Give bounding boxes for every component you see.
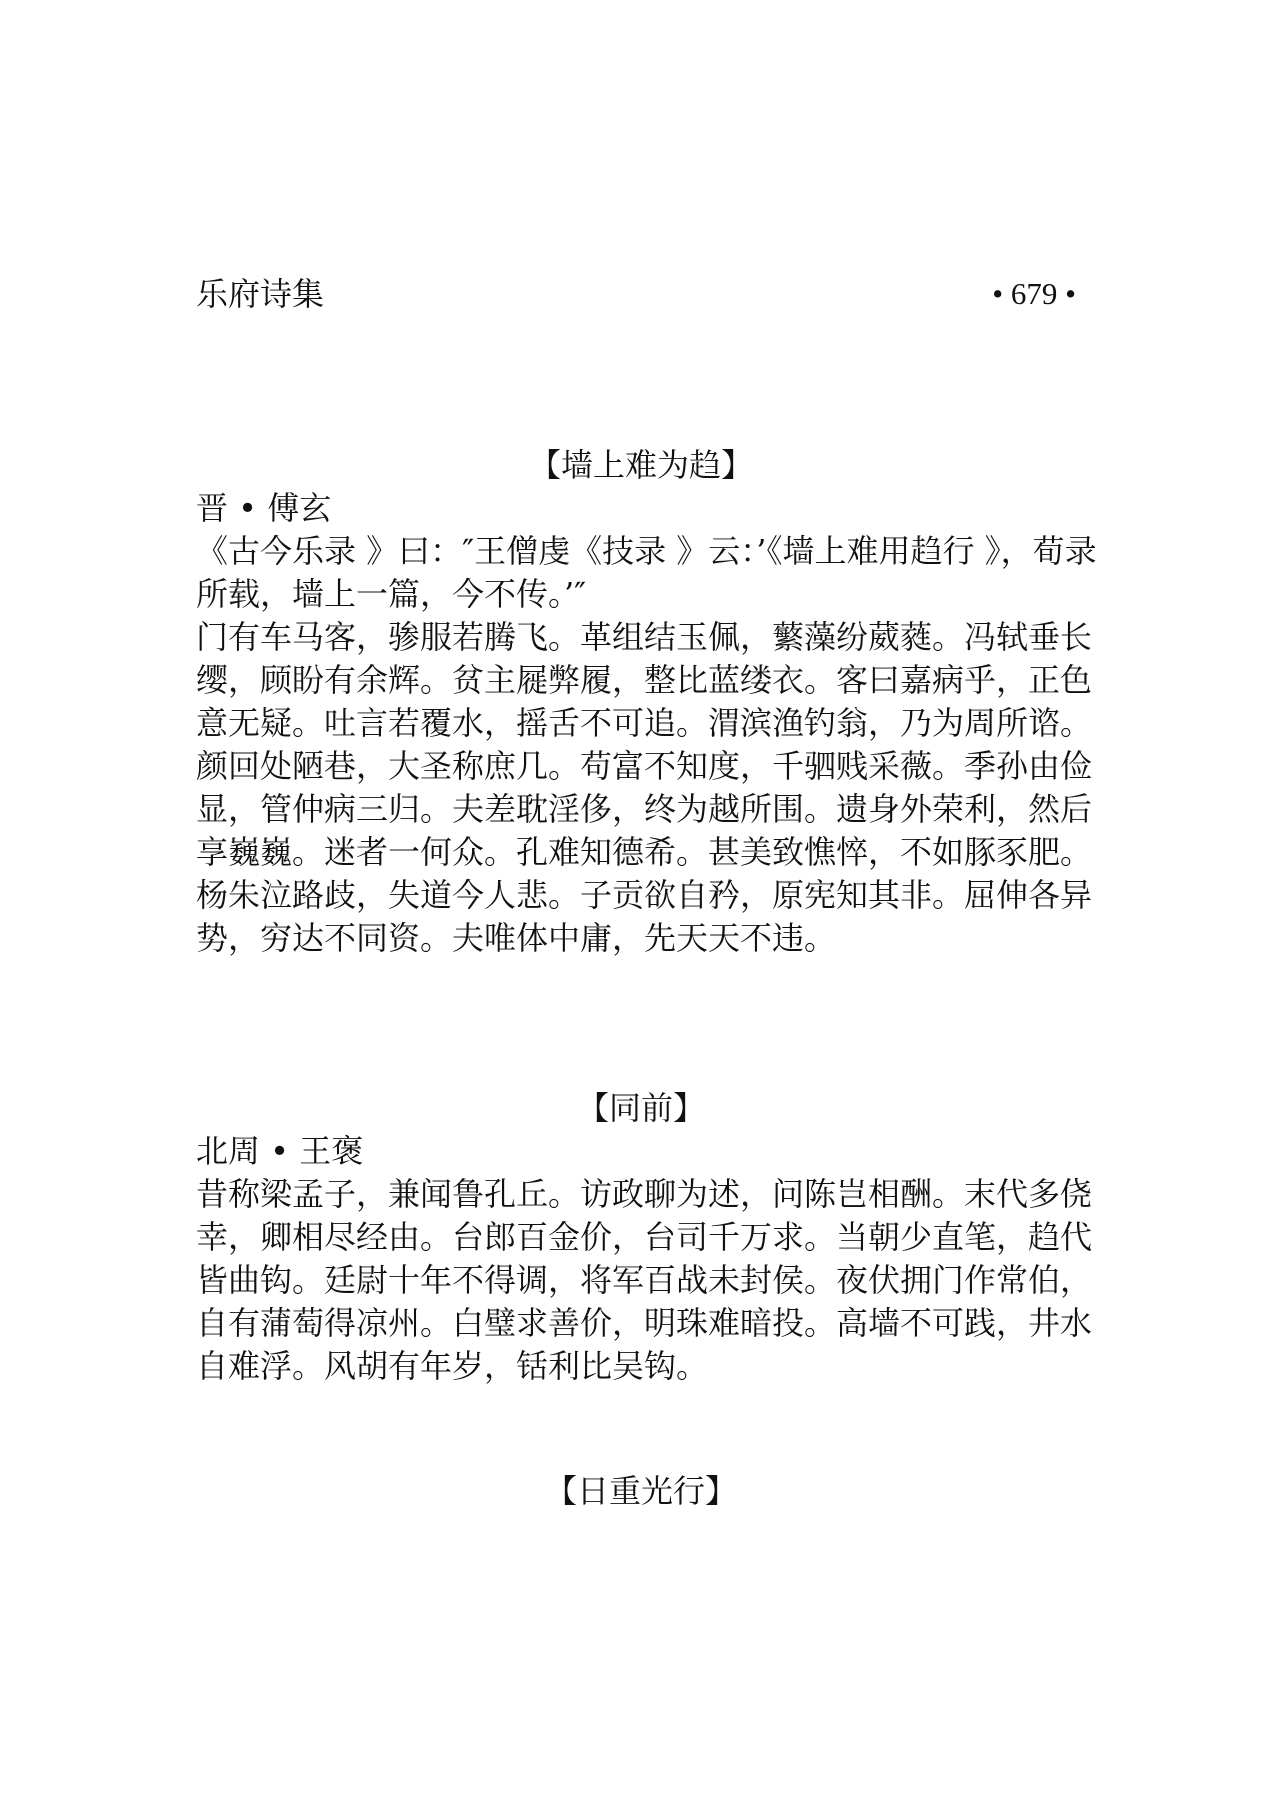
- poem-section: [196, 444, 1096, 960]
- poem-section: [196, 1087, 1096, 1388]
- author-line: 北周 • 王褒: [196, 1132, 364, 1170]
- page-number: • 679 •: [992, 276, 1076, 311]
- section-heading: 【同前】: [576, 1089, 705, 1127]
- running-header: [196, 272, 1076, 316]
- source-note: 《古今乐录 》曰：″王僧虔《技录 》云：’《墙上难用趋行 》，荀录所载，墙上一篇，今不传。’″: [196, 532, 1097, 613]
- section-heading: 【墙上难为趋】: [528, 446, 753, 484]
- poem-section: [196, 1470, 1096, 1513]
- section-heading: 【日重光行】: [544, 1472, 737, 1510]
- author-line: 晋 • 傅玄: [196, 489, 332, 527]
- poem-text: 昔称梁孟子，兼闻鲁孔丘。访政聊为述，问陈岂相酬。末代多侥幸，卿相尽经由。台郎百金价，台司千万求。当朝少直笔，趋代皆曲钩。廷尉十年不得调，将军百战未封侯。夜伏拥门作常伯，自有蒲萄得凉州。白璧求善价，明珠难暗投。高墙不可践，井水自难浮。风胡有年岁，铦利比吴钩。: [196, 1175, 1093, 1385]
- poem-text: 门有车马客，骖服若腾飞。革组结玉佩，蘩藻纷葳蕤。冯轼垂长缨，顾盼有余辉。贫主屣弊履，整比蓝缕衣。客曰嘉病乎，正色意无疑。吐言若覆水，摇舌不可追。渭滨渔钓翁，乃为周所谘。颜回处陋巷，大圣称庶几。苟富不知度，千驷贱采薇。季孙由俭显，管仲病三归。夫差耽淫侈，终为越所围。遗身外荣利，然后享巍巍。迷者一何众。孔难知德希。甚美致憔悴，不如豚豕肥。杨朱泣路歧，失道今人悲。子贡欲自矜，原宪知其非。屈伸各异势，穷达不同资。夫唯体中庸，先天天不违。: [196, 618, 1093, 957]
- book-title: 乐府诗集: [196, 275, 325, 313]
